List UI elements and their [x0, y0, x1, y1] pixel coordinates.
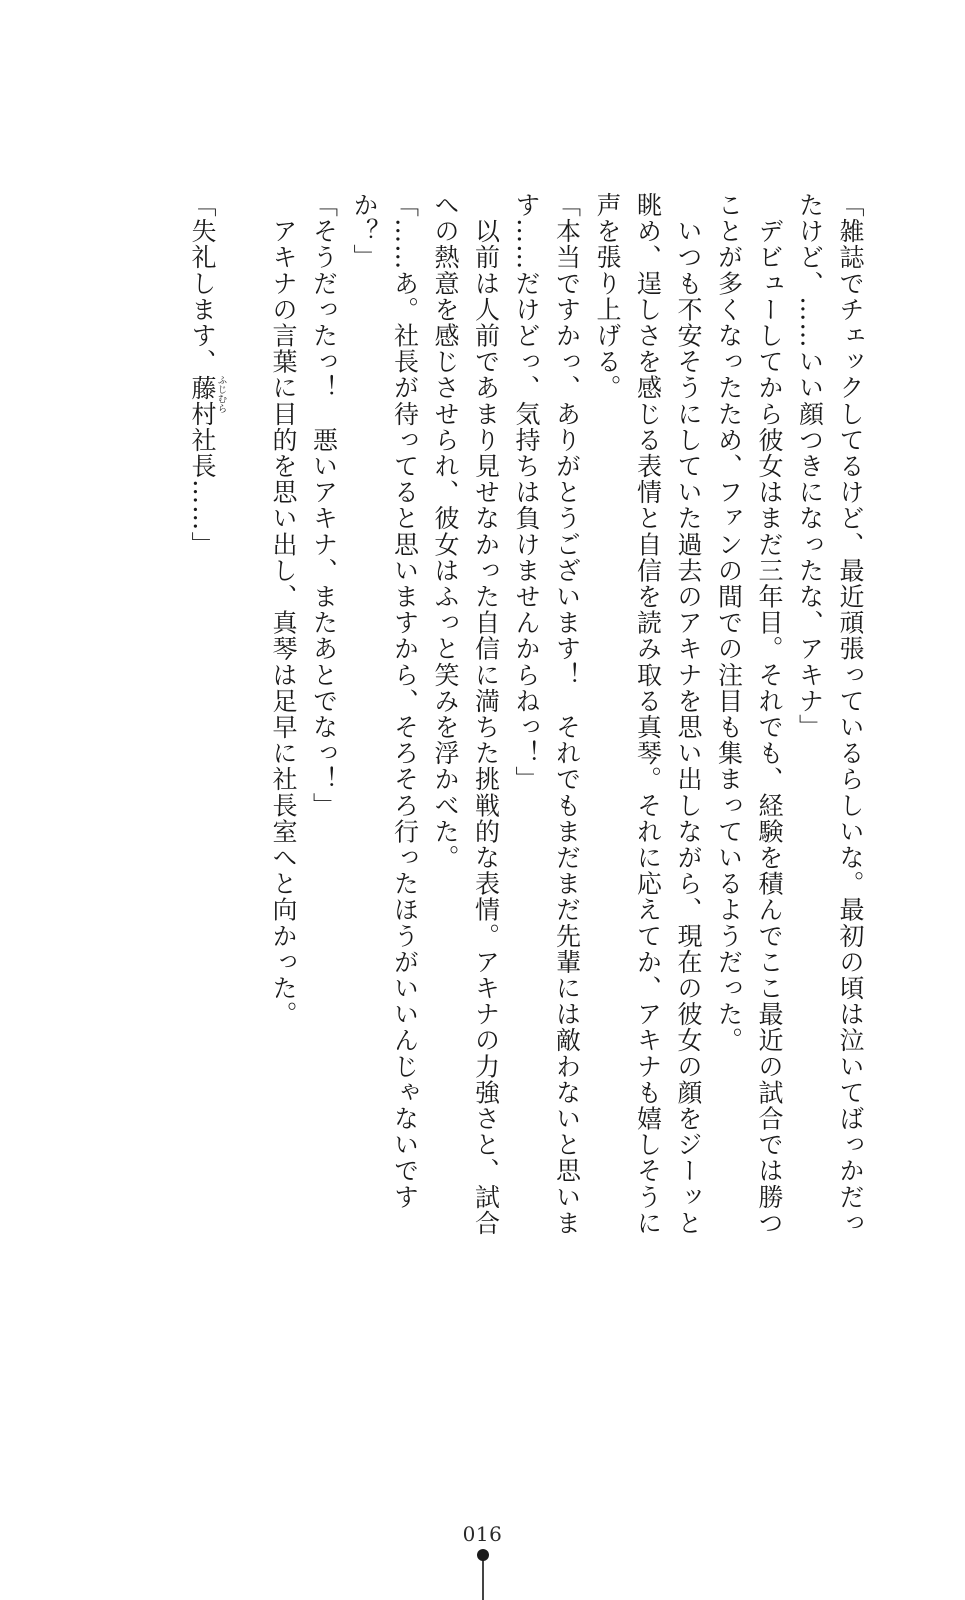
- text-line: いつも不安そうにしていた過去のアキナを思い出しながら、現在の彼女の顔をジーッと: [674, 192, 703, 1236]
- text-line: か？」: [350, 192, 379, 271]
- text-line: への熱意を感じさせられ、彼女はふっと笑みを浮かべた。: [431, 192, 460, 871]
- text-line: す……だけどっ、気持ちは負けませんからねっ！」: [512, 192, 541, 793]
- text-line: 眺め、逞しさを感じる表情と自信を読み取る真琴。それに応えてか、アキナも嬉しそうに: [633, 192, 663, 1236]
- text-line: アキナの言葉に目的を思い出し、真琴は足早に社長室へと向かった。: [269, 192, 298, 1028]
- text-line: たけど、……いい顔つきになったな、アキナ」: [795, 192, 825, 741]
- text-line: デビューしてから彼女はまだ三年目。それでも、経験を積んでここ最近の試合では勝つ: [755, 192, 784, 1236]
- text-line-last: [182, 192, 227, 1322]
- text-line: 声を張り上げる。: [593, 192, 622, 401]
- text-line: 「本当ですかっ、ありがとうございます！ それでもまだまだ先輩には敵わないと思いま: [552, 192, 582, 1236]
- last-line-start: 「失礼します、: [188, 192, 217, 375]
- blank-line: [222, 192, 263, 1322]
- page-number: 016: [462, 1522, 503, 1546]
- text-line: ことが多くなったため、ファンの間での注目も集まっているようだった。: [714, 192, 744, 1054]
- ruby-word: [188, 374, 227, 427]
- text-line: 「雑誌でチェックしてるけど、最近頑張っているらしいな。最初の頃は泣いてばっかだっ: [836, 192, 865, 1236]
- text-line: 「そうだったっ！ 悪いアキナ、またあとでなっ！」: [309, 192, 339, 819]
- furigana: ふじむら: [215, 374, 227, 413]
- page-marker-dot: [477, 1549, 489, 1561]
- text-line: 以前は人前であまり見せなかった自信に満ちた挑戦的な表情。アキナの力強さと、試合: [471, 192, 501, 1236]
- ruby-base: 藤村: [188, 374, 217, 427]
- last-line-end: 社長……」: [188, 426, 217, 558]
- body-text: [182, 192, 871, 1322]
- text-line: 「……あ。社長が待ってると思いますから、そろそろ行ったほうがいいんじゃないです: [390, 192, 420, 1210]
